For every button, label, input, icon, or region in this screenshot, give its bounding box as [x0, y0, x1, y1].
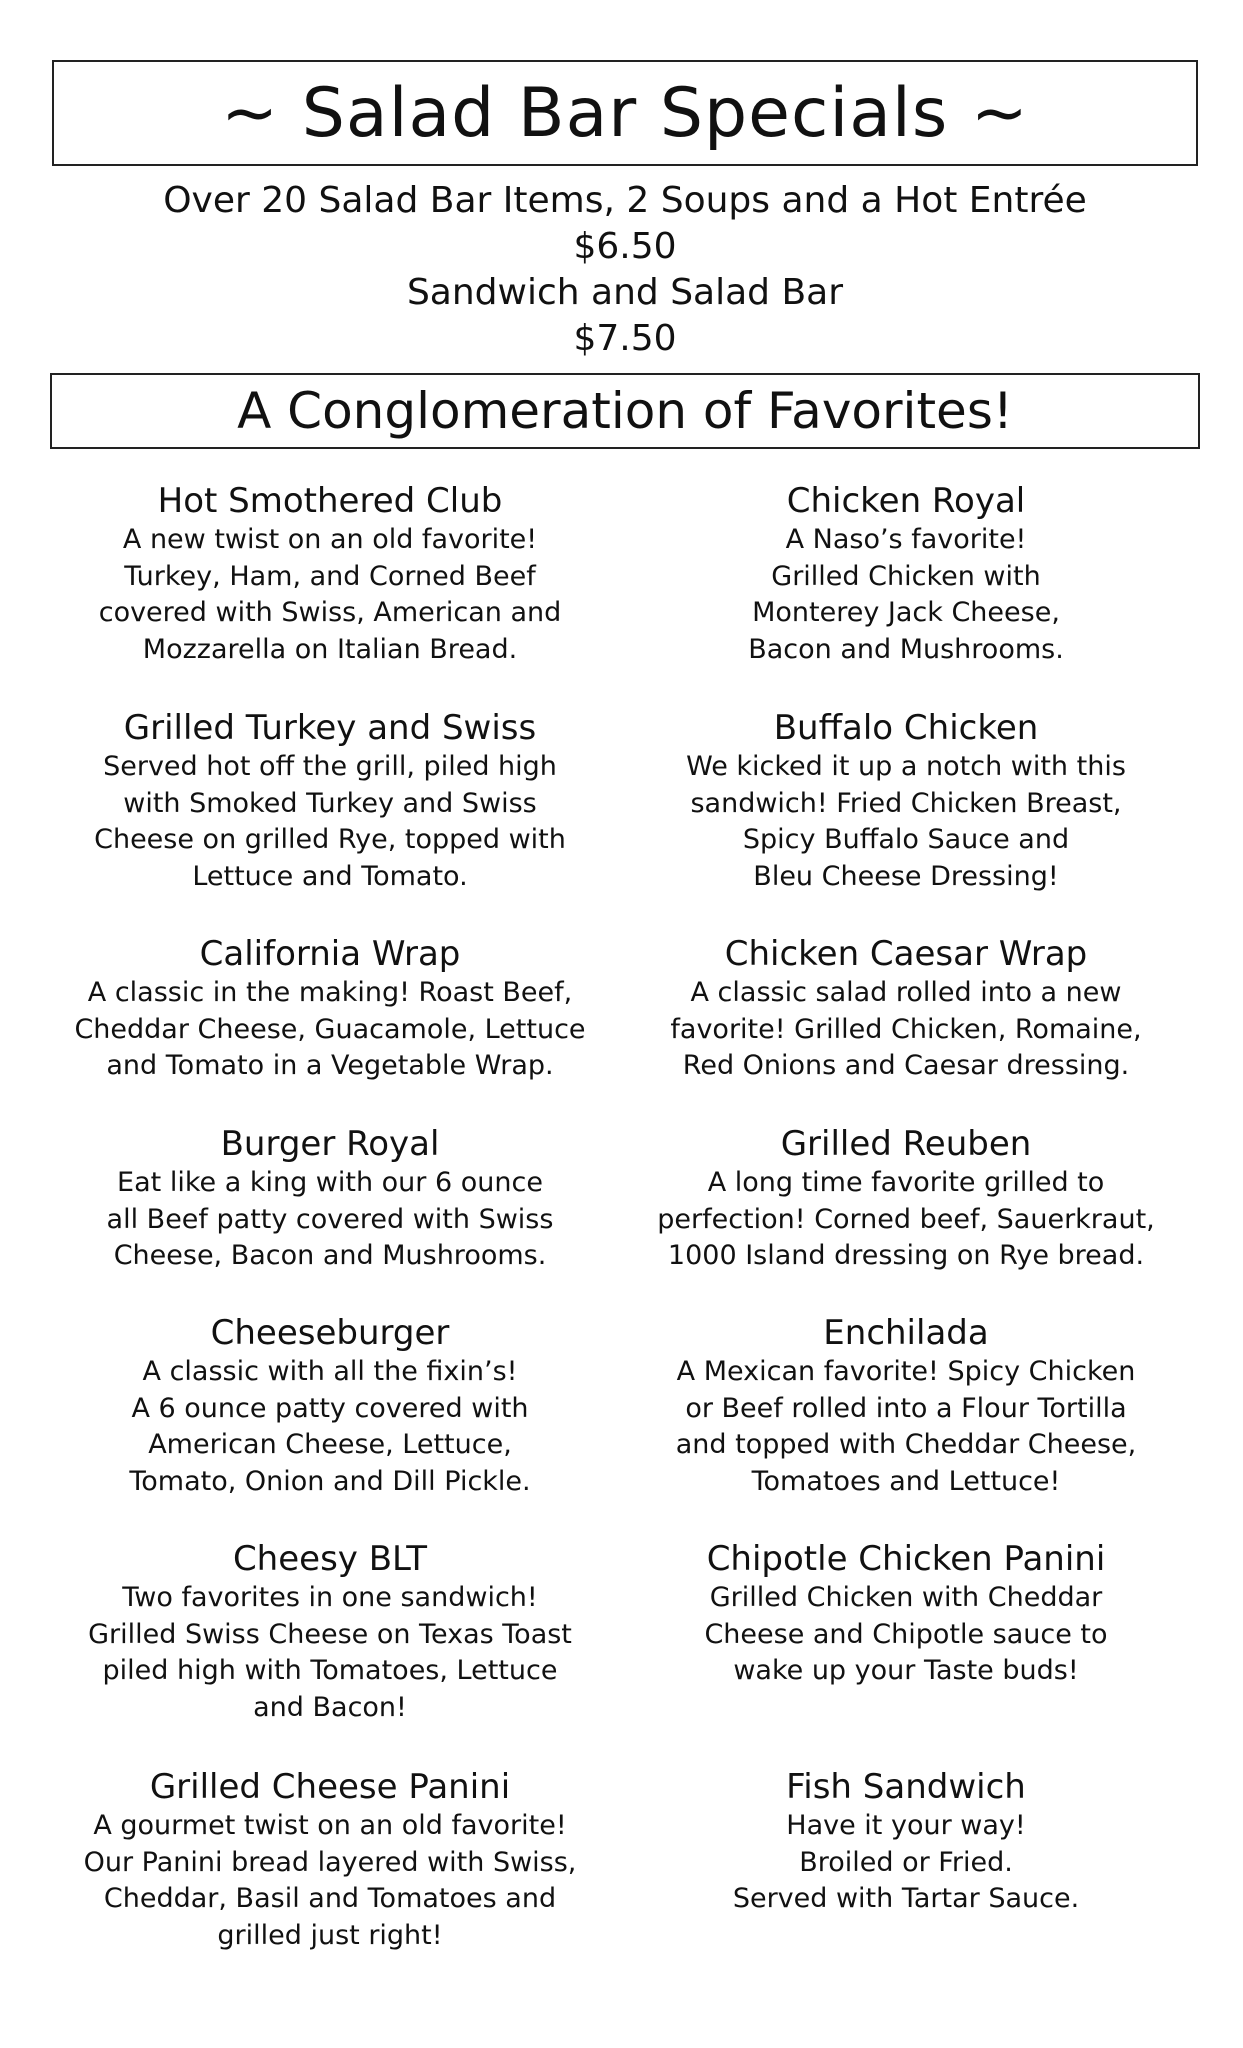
menu-item-name: Burger Royal [220, 1124, 440, 1164]
menu-item [626, 933, 1186, 1085]
menu-item-description [626, 522, 1186, 668]
menu-item [50, 933, 610, 1085]
special-line: Sandwich and Salad Bar [406, 272, 844, 313]
menu-item [626, 1312, 1186, 1500]
menu-item [626, 707, 1186, 895]
menu-item-name: Grilled Cheese Panini [149, 1767, 511, 1807]
description-line: sandwich! Fried Chicken Breast, [690, 787, 1122, 819]
menu-item-description [50, 1580, 610, 1726]
description-line: Monterey Jack Cheese, [752, 597, 1060, 628]
description-line: Bleu Cheese Dressing! [753, 860, 1059, 892]
description-line: Lettuce and Tomato. [192, 860, 468, 892]
description-line: wake up your Taste buds! [733, 1655, 1079, 1686]
description-line: Cheese and Chipotle sauce to [704, 1618, 1108, 1650]
salad-bar-specials [52, 178, 1198, 362]
menu-item-name: Grilled Reuben [780, 1124, 1032, 1164]
section-title: A Conglomeration of Favorites! [50, 373, 1200, 449]
description-line: Bacon and Mushrooms. [748, 633, 1064, 665]
menu-item-name: Chicken Caesar Wrap [724, 934, 1088, 974]
menu-item-name: Hot Smothered Club [157, 481, 503, 521]
menu-item-description [50, 1354, 610, 1500]
menu-item [50, 707, 610, 895]
description-line: piled high with Tomatoes, Lettuce [102, 1655, 558, 1686]
description-line: A long time favorite grilled to [707, 1167, 1105, 1198]
description-line: Served hot off the grill, piled high [103, 751, 557, 782]
menu-item-description [626, 1354, 1186, 1500]
menu-item-description [50, 522, 610, 668]
description-line: American Cheese, Lettuce, [148, 1429, 512, 1460]
menu-item [626, 480, 1186, 668]
menu-item [50, 1312, 610, 1500]
menu-item [50, 1123, 610, 1275]
menu-item-description [626, 1808, 1186, 1918]
description-line: and Tomato in a Vegetable Wrap. [106, 1050, 554, 1081]
description-line: We kicked it up a notch with this [686, 751, 1126, 782]
menu-item-description [50, 975, 610, 1085]
description-line: Cheese, Bacon and Mushrooms. [113, 1240, 547, 1271]
description-line: A classic salad rolled into a new [690, 977, 1122, 1008]
menu-item [626, 1123, 1186, 1275]
menu-item-description [626, 1580, 1186, 1690]
description-line: Red Onions and Caesar dressing. [682, 1050, 1130, 1081]
description-line: Have it your way! [786, 1810, 1026, 1841]
description-line: perfection! Corned beef, Sauerkraut, [657, 1203, 1155, 1235]
menu-item-name: Buffalo Chicken [773, 708, 1039, 748]
description-line: Tomato, Onion and Dill Pickle. [129, 1465, 531, 1497]
description-line: Grilled Swiss Cheese on Texas Toast [88, 1618, 572, 1650]
special-price: $7.50 [573, 318, 677, 359]
special-price: $6.50 [573, 226, 677, 267]
description-line: A 6 ounce patty covered with [131, 1392, 529, 1424]
description-line: favorite! Grilled Chicken, Romaine, [670, 1013, 1142, 1045]
description-line: Broiled or Fried. [799, 1846, 1013, 1878]
description-line: Mozzarella on Italian Bread. [142, 633, 518, 665]
menu-item-description [626, 1165, 1186, 1275]
description-line: A classic with all the fixin’s! [142, 1356, 518, 1387]
description-line: Spicy Buffalo Sauce and [742, 824, 1070, 855]
description-line: with Smoked Turkey and Swiss [123, 787, 537, 819]
description-line: A Mexican favorite! Spicy Chicken [676, 1356, 1136, 1387]
menu-item-description [626, 975, 1186, 1085]
description-line: Served with Tartar Sauce. [732, 1883, 1080, 1914]
description-line: A classic in the making! Roast Beef, [87, 977, 573, 1008]
description-line: A gourmet twist on an old favorite! [93, 1810, 567, 1841]
description-line: and Bacon! [253, 1691, 407, 1723]
description-line: grilled just right! [217, 1919, 443, 1951]
description-line: Our Panini bread layered with Swiss, [83, 1846, 577, 1878]
menu-item-name: Chipotle Chicken Panini [706, 1539, 1106, 1579]
description-line: or Beef rolled into a Flour Tortilla [685, 1392, 1127, 1424]
description-line: and topped with Cheddar Cheese, [675, 1429, 1137, 1460]
menu-item-description [50, 1165, 610, 1275]
description-line: Cheese on grilled Rye, topped with [94, 824, 566, 855]
description-line: Eat like a king with our 6 ounce [117, 1167, 543, 1198]
description-line: Turkey, Ham, and Corned Beef [124, 560, 536, 592]
description-line: all Beef patty covered with Swiss [106, 1203, 554, 1235]
menu-item-description [50, 1808, 610, 1954]
description-line: 1000 Island dressing on Rye bread. [667, 1240, 1145, 1271]
description-line: Two favorites in one sandwich! [122, 1582, 538, 1613]
description-line: Cheddar, Basil and Tomatoes and [103, 1883, 557, 1914]
menu-item-description [50, 749, 610, 895]
description-line: Grilled Chicken with Cheddar [709, 1582, 1103, 1613]
page-title: ~ Salad Bar Specials ~ [52, 60, 1198, 166]
description-line: covered with Swiss, American and [98, 597, 562, 628]
description-line: A new twist on an old favorite! [122, 524, 538, 555]
description-line: Tomatoes and Lettuce! [751, 1465, 1061, 1497]
menu-item [50, 480, 610, 668]
menu-item [626, 1766, 1186, 1918]
menu-item [626, 1538, 1186, 1690]
menu-item-name: Chicken Royal [786, 481, 1026, 521]
menu-item-name: Cheesy BLT [232, 1539, 428, 1579]
menu-item-name: Enchilada [823, 1313, 989, 1353]
menu-item-name: Fish Sandwich [786, 1767, 1026, 1807]
menu-item-description [626, 749, 1186, 895]
special-line: Over 20 Salad Bar Items, 2 Soups and a Hot Entrée [163, 180, 1087, 221]
menu-item-name: Cheeseburger [210, 1313, 450, 1353]
menu-item [50, 1766, 610, 1954]
description-line: Cheddar Cheese, Guacamole, Lettuce [74, 1013, 586, 1045]
description-line: Grilled Chicken with [771, 560, 1041, 592]
menu-item [50, 1538, 610, 1726]
menu-item-name: Grilled Turkey and Swiss [123, 708, 537, 748]
description-line: A Naso’s favorite! [785, 524, 1027, 555]
menu-item-name: California Wrap [199, 934, 461, 974]
